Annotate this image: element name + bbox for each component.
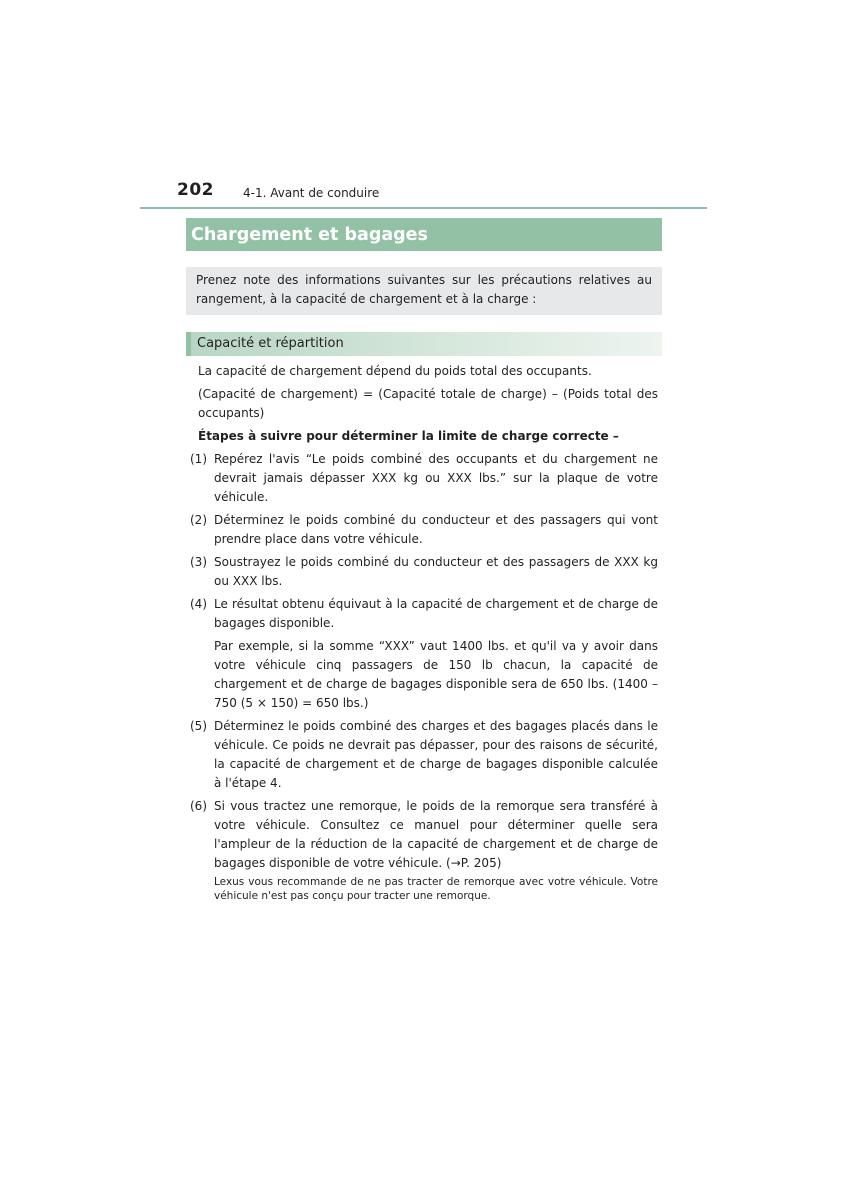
header-divider [140,207,707,209]
step-note: Lexus vous recommande de ne pas tracter de remorque avec votre véhicule. Votre véhicule n'est pas conçu pour tracter une remorque. [214,876,658,902]
step-number: (5) [190,719,207,733]
intro-box: Prenez note des informations suivantes sur les précautions relatives au rangement, à la capacité de chargement et à la charge : [186,267,662,315]
step-text: Si vous tractez une remorque, le poids de la remorque sera transféré à votre véhicule. Consultez ce manuel pour déterminer quelle sera l'ampleur de la réduction de la capacité de chargement et de charge de bagages disponible de votre véhicule. (→P. 205) [214,799,658,870]
step-number: (2) [190,513,207,527]
step-item [190,717,658,793]
subsection-heading-bar [186,332,662,356]
steps-title: Étapes à suivre pour déterminer la limite de charge correcte – [198,429,619,443]
step-text: Déterminez le poids combiné du conducteur et des passagers qui vont prendre place dans votre véhicule. [214,513,658,546]
step-number: (4) [190,597,207,611]
step-text: Le résultat obtenu équivaut à la capacité de chargement et de charge de bagages disponible. [214,597,658,630]
step-number: (3) [190,555,207,569]
page-title-bar [186,218,662,251]
step-text: Déterminez le poids combiné des charges et des bagages placés dans le véhicule. Ce poids ne devrait pas dépasser, pour des raisons de sécurité, la capacité de chargement et de charge de bagages disponible calculée à l'étape 4. [214,719,658,790]
page-number: 202 [177,180,214,200]
paragraph: La capacité de chargement dépend du poids total des occupants. [198,364,592,378]
step-item [190,511,658,549]
step-text: Soustrayez le poids combiné du conducteur et des passagers de XXX kg ou XXX lbs. [214,555,658,588]
step-number: (6) [190,799,207,813]
section-reference: 4-1. Avant de conduire [243,186,380,200]
subsection-title: Capacité et répartition [197,336,344,351]
step-item [190,595,658,713]
page-title: Chargement et bagages [191,224,428,245]
step-number: (1) [190,452,207,466]
paragraph: (Capacité de chargement) = (Capacité totale de charge) – (Poids total des occupants) [198,387,658,420]
step-item [190,450,658,507]
subsection-content [190,362,658,907]
step-example: Par exemple, si la somme “XXX” vaut 1400 lbs. et qu'il va y avoir dans votre véhicule cinq passagers de 150 lb chacun, la capacité de chargement et de charge de bagages disponible sera de 650 lbs. (1400 – 750 (5 × 150) = 650 lbs.) [214,639,658,710]
step-item [190,797,658,903]
step-item [190,553,658,591]
step-text: Repérez l'avis “Le poids combiné des occupants et du chargement ne devrait jamais dépasser XXX kg ou XXX lbs.” sur la plaque de votre véhicule. [214,452,658,504]
